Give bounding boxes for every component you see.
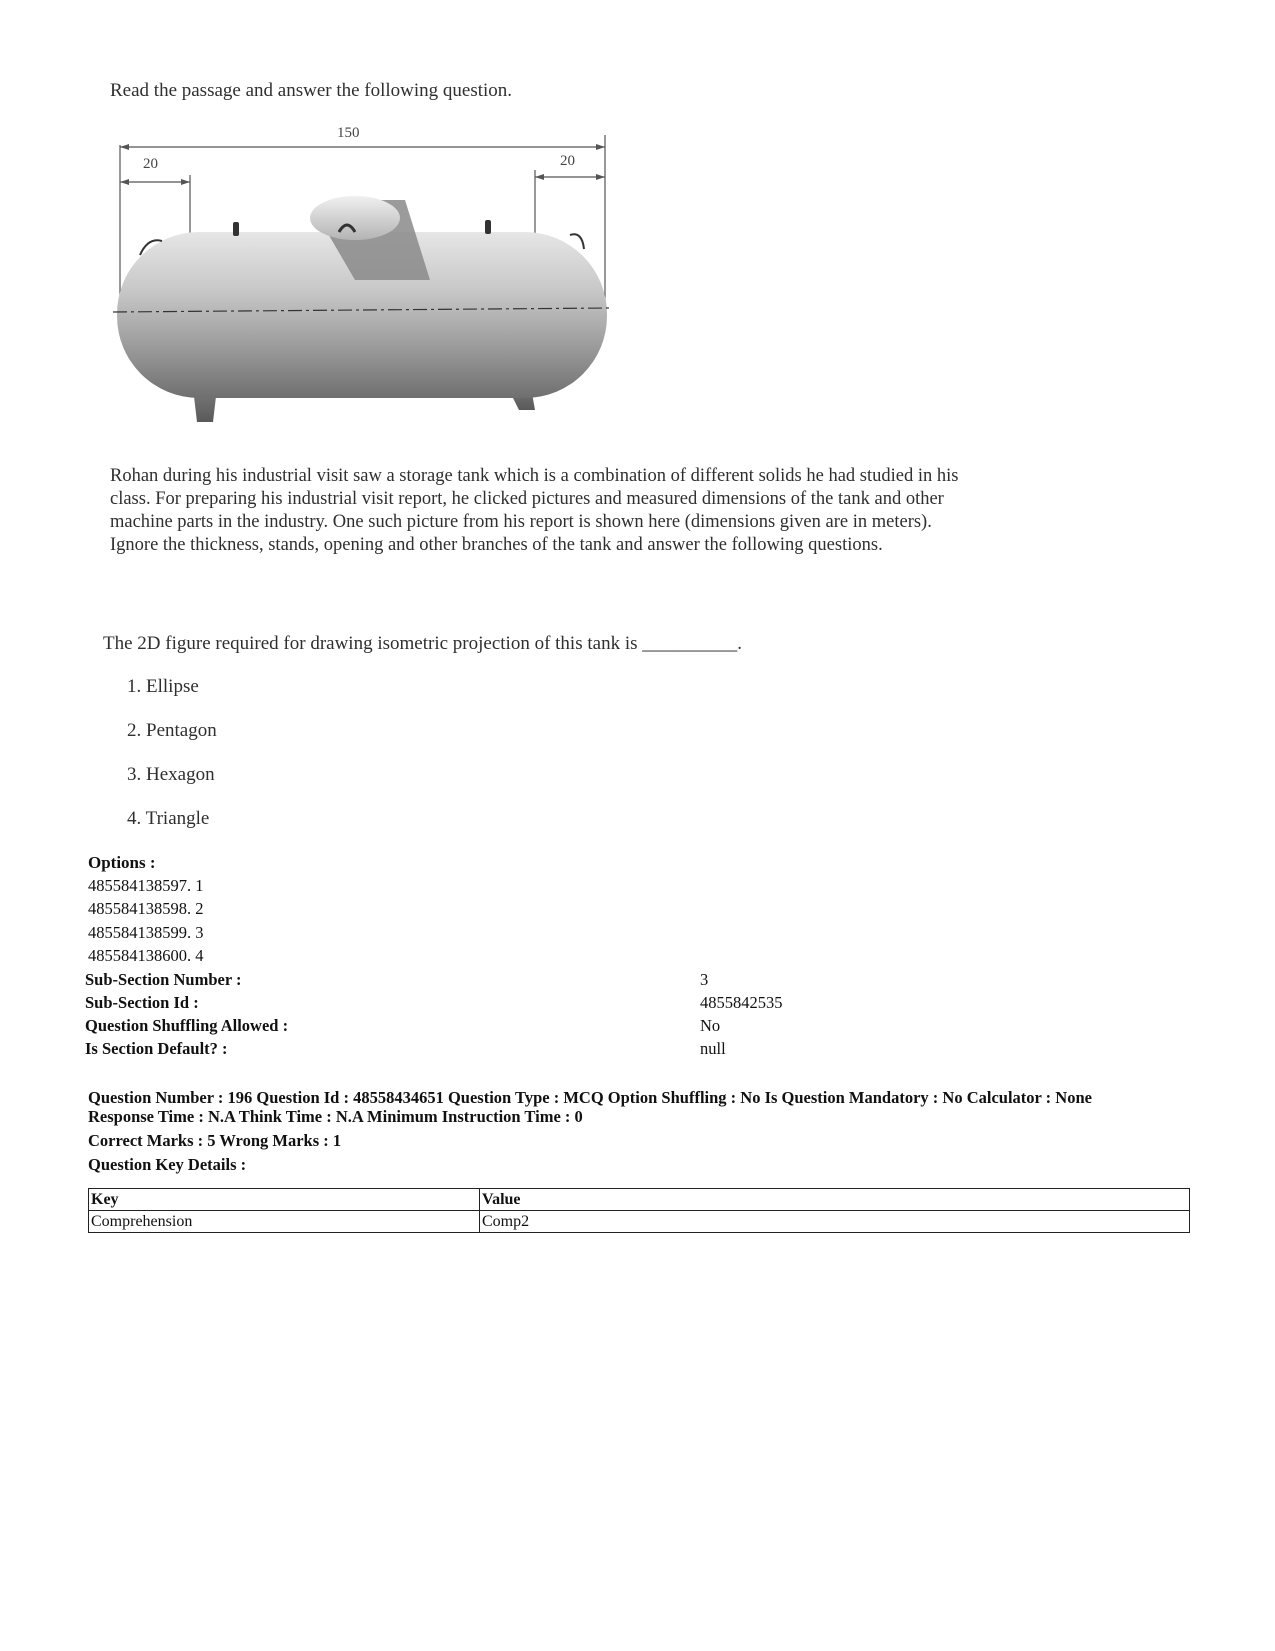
option-row: 485584138599. 3 (88, 923, 204, 942)
question-stem: The 2D figure required for drawing isometric projection of this tank is __________. (103, 633, 742, 654)
marks-line: Correct Marks : 5 Wrong Marks : 1 (88, 1131, 342, 1150)
key-details-table (88, 1188, 1190, 1233)
option-row: 485584138600. 4 (88, 946, 204, 965)
question-header-line2: Response Time : N.A Think Time : N.A Minimum Instruction Time : 0 (88, 1107, 583, 1126)
storage-tank-figure (105, 120, 645, 450)
section-default-value: null (700, 1039, 726, 1058)
question-shuffling-value: No (700, 1016, 721, 1035)
table-row (89, 1211, 1190, 1233)
tank-dome (310, 196, 400, 240)
table-header-row (89, 1189, 1190, 1211)
options-label: Options : (88, 853, 156, 872)
tank-drawing (105, 120, 645, 450)
option-row: 485584138598. 2 (88, 899, 204, 918)
dimension-total-label: 150 (337, 125, 360, 141)
passage-text: Rohan during his industrial visit saw a storage tank which is a combination of different solids he had studied in his class. For preparing his industrial visit report, he clicked pictures and measured dimensions of the tank and other machine parts in the industry. One such picture from his report is shown here (dimensions given are in meters). Ignore the thickness, stands, opening and other branches of the tank and answer the following questions. (110, 466, 959, 555)
tank-fitting-right (485, 220, 491, 234)
choice-item: 2. Pentagon (127, 720, 217, 741)
key-details-label: Question Key Details : (88, 1155, 247, 1174)
option-row: 485584138597. 1 (88, 876, 204, 895)
dimension-left-label: 20 (143, 156, 158, 172)
tank-fitting-left (233, 222, 239, 236)
dimension-arrowheads (120, 144, 605, 185)
table-header-value: Value (480, 1189, 1190, 1211)
choice-item: 4. Triangle (127, 808, 210, 829)
table-header-key: Key (89, 1189, 480, 1211)
subsection-id-value: 4855842535 (700, 993, 783, 1012)
table-cell-key: Comprehension (89, 1211, 480, 1233)
table-cell-value: Comp2 (480, 1211, 1190, 1233)
passage-intro: Read the passage and answer the following question. (110, 80, 513, 101)
choice-item: 3. Hexagon (127, 764, 215, 785)
question-header-line1: Question Number : 196 Question Id : 48558434651 Question Type : MCQ Option Shuffling : No Is Question Mandatory : No Calculator : None (88, 1088, 1092, 1107)
question-shuffling-label: Question Shuffling Allowed : (85, 1016, 289, 1035)
subsection-id-label: Sub-Section Id : (85, 993, 199, 1012)
choice-item: 1. Ellipse (127, 676, 199, 697)
subsection-number-value: 3 (700, 970, 709, 989)
dimension-right-label: 20 (560, 153, 575, 169)
section-default-label: Is Section Default? : (85, 1039, 228, 1058)
subsection-number-label: Sub-Section Number : (85, 970, 242, 989)
